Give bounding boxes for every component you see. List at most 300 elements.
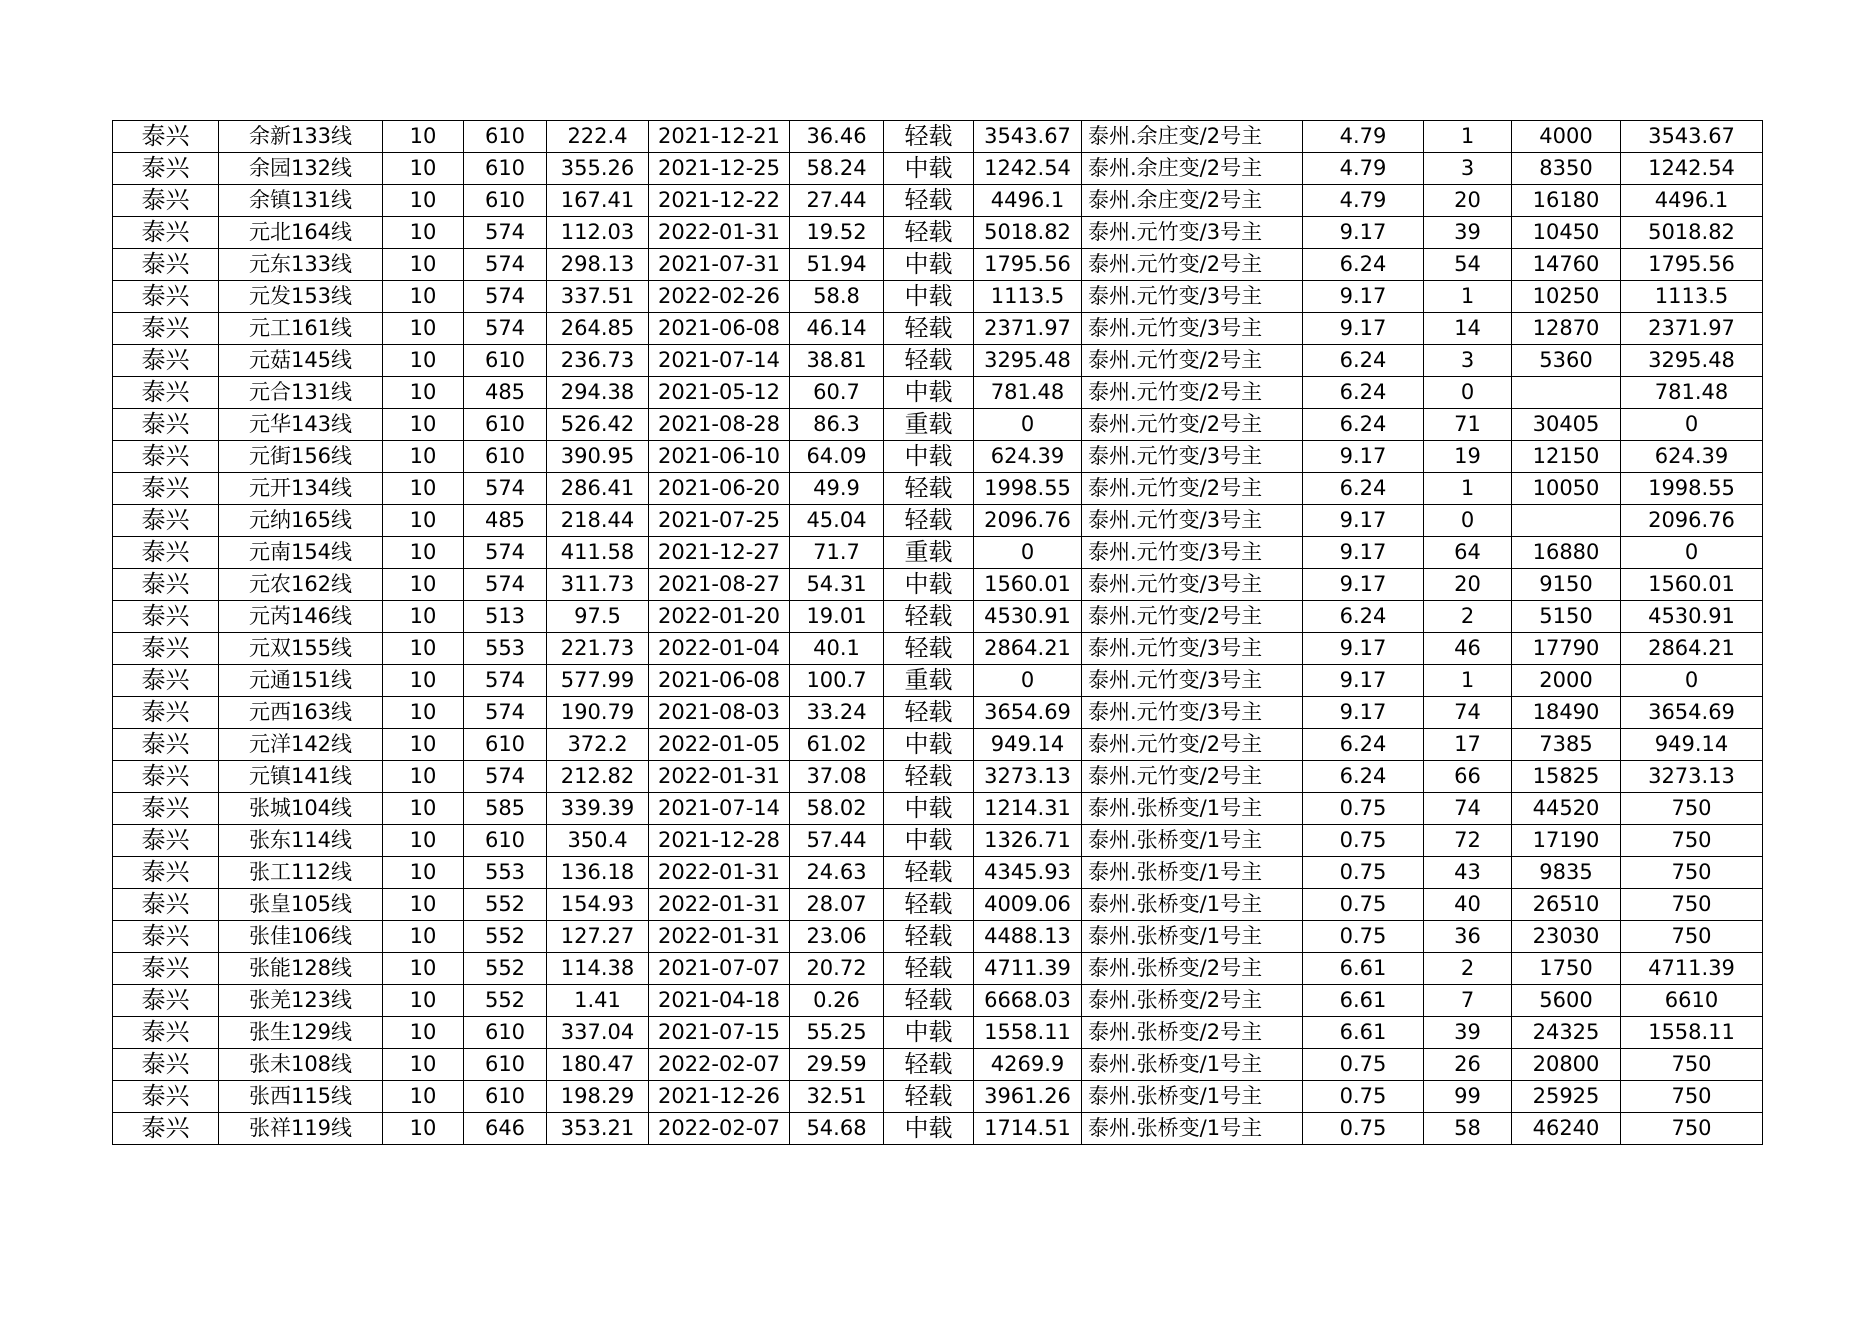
line-name-cell: 元西163线 bbox=[219, 697, 383, 729]
transformer-margin-cell: 4.79 bbox=[1303, 153, 1424, 185]
substation-transformer-cell: 泰州.元竹变/3号主 bbox=[1082, 569, 1303, 601]
transformer-margin-cell: 6.24 bbox=[1303, 377, 1424, 409]
peak-date-cell: 2022-01-31 bbox=[649, 217, 790, 249]
connected-capacity-cell: 8350 bbox=[1512, 153, 1621, 185]
user-count-cell: 1 bbox=[1424, 281, 1512, 313]
transformer-margin-cell: 6.24 bbox=[1303, 601, 1424, 633]
peak-current-cell: 286.41 bbox=[547, 473, 649, 505]
user-count-cell: 0 bbox=[1424, 505, 1512, 537]
peak-date-cell: 2021-07-31 bbox=[649, 249, 790, 281]
peak-current-cell: 311.73 bbox=[547, 569, 649, 601]
substation-transformer-cell: 泰州.余庄变/2号主 bbox=[1082, 185, 1303, 217]
transformer-margin-cell: 6.24 bbox=[1303, 409, 1424, 441]
line-name-cell: 元街156线 bbox=[219, 441, 383, 473]
load-level-cell: 中载 bbox=[884, 569, 974, 601]
transformer-margin-cell: 0.75 bbox=[1303, 1113, 1424, 1145]
load-level-cell: 轻载 bbox=[884, 1081, 974, 1113]
load-level-cell: 轻载 bbox=[884, 313, 974, 345]
result-capacity-cell: 1560.01 bbox=[1621, 569, 1763, 601]
load-rate-cell: 32.51 bbox=[790, 1081, 884, 1113]
line-name-cell: 元通151线 bbox=[219, 665, 383, 697]
peak-current-cell: 411.58 bbox=[547, 537, 649, 569]
available-capacity-cell: 2096.76 bbox=[974, 505, 1082, 537]
available-capacity-cell: 1242.54 bbox=[974, 153, 1082, 185]
user-count-cell: 39 bbox=[1424, 217, 1512, 249]
capacity-cell: 646 bbox=[464, 1113, 547, 1145]
substation-transformer-cell: 泰州.元竹变/2号主 bbox=[1082, 729, 1303, 761]
peak-date-cell: 2021-07-07 bbox=[649, 953, 790, 985]
city-cell: 泰兴 bbox=[113, 889, 219, 921]
load-level-cell: 轻载 bbox=[884, 505, 974, 537]
load-level-cell: 轻载 bbox=[884, 857, 974, 889]
city-cell: 泰兴 bbox=[113, 569, 219, 601]
substation-transformer-cell: 泰州.元竹变/3号主 bbox=[1082, 537, 1303, 569]
transformer-margin-cell: 6.61 bbox=[1303, 985, 1424, 1017]
peak-current-cell: 167.41 bbox=[547, 185, 649, 217]
load-level-cell: 轻载 bbox=[884, 985, 974, 1017]
peak-current-cell: 339.39 bbox=[547, 793, 649, 825]
available-capacity-cell: 4269.9 bbox=[974, 1049, 1082, 1081]
load-rate-cell: 54.31 bbox=[790, 569, 884, 601]
user-count-cell: 74 bbox=[1424, 793, 1512, 825]
voltage-cell: 10 bbox=[383, 633, 464, 665]
peak-current-cell: 212.82 bbox=[547, 761, 649, 793]
available-capacity-cell: 4711.39 bbox=[974, 953, 1082, 985]
result-capacity-cell: 750 bbox=[1621, 1081, 1763, 1113]
voltage-cell: 10 bbox=[383, 985, 464, 1017]
capacity-cell: 574 bbox=[464, 569, 547, 601]
load-level-cell: 中载 bbox=[884, 441, 974, 473]
table-row bbox=[113, 377, 1763, 409]
user-count-cell: 66 bbox=[1424, 761, 1512, 793]
voltage-cell: 10 bbox=[383, 121, 464, 153]
connected-capacity-cell: 5360 bbox=[1512, 345, 1621, 377]
available-capacity-cell: 3654.69 bbox=[974, 697, 1082, 729]
capacity-cell: 574 bbox=[464, 537, 547, 569]
city-cell: 泰兴 bbox=[113, 1113, 219, 1145]
line-name-cell: 元合131线 bbox=[219, 377, 383, 409]
city-cell: 泰兴 bbox=[113, 665, 219, 697]
peak-date-cell: 2022-01-05 bbox=[649, 729, 790, 761]
data-table-container bbox=[112, 120, 1763, 1145]
peak-date-cell: 2021-07-14 bbox=[649, 345, 790, 377]
voltage-cell: 10 bbox=[383, 185, 464, 217]
peak-current-cell: 353.21 bbox=[547, 1113, 649, 1145]
transformer-margin-cell: 9.17 bbox=[1303, 441, 1424, 473]
available-capacity-cell: 5018.82 bbox=[974, 217, 1082, 249]
peak-date-cell: 2021-12-27 bbox=[649, 537, 790, 569]
peak-current-cell: 264.85 bbox=[547, 313, 649, 345]
city-cell: 泰兴 bbox=[113, 921, 219, 953]
line-name-cell: 元东133线 bbox=[219, 249, 383, 281]
voltage-cell: 10 bbox=[383, 281, 464, 313]
load-level-cell: 轻载 bbox=[884, 921, 974, 953]
substation-transformer-cell: 泰州.元竹变/3号主 bbox=[1082, 281, 1303, 313]
user-count-cell: 39 bbox=[1424, 1017, 1512, 1049]
substation-transformer-cell: 泰州.元竹变/2号主 bbox=[1082, 473, 1303, 505]
line-name-cell: 元镇141线 bbox=[219, 761, 383, 793]
user-count-cell: 1 bbox=[1424, 473, 1512, 505]
transformer-margin-cell: 9.17 bbox=[1303, 665, 1424, 697]
substation-transformer-cell: 泰州.张桥变/1号主 bbox=[1082, 921, 1303, 953]
line-name-cell: 元工161线 bbox=[219, 313, 383, 345]
user-count-cell: 2 bbox=[1424, 953, 1512, 985]
load-level-cell: 轻载 bbox=[884, 761, 974, 793]
line-name-cell: 元华143线 bbox=[219, 409, 383, 441]
user-count-cell: 0 bbox=[1424, 377, 1512, 409]
line-name-cell: 张能128线 bbox=[219, 953, 383, 985]
voltage-cell: 10 bbox=[383, 1081, 464, 1113]
table-row bbox=[113, 633, 1763, 665]
user-count-cell: 1 bbox=[1424, 665, 1512, 697]
city-cell: 泰兴 bbox=[113, 441, 219, 473]
user-count-cell: 46 bbox=[1424, 633, 1512, 665]
transformer-margin-cell: 6.24 bbox=[1303, 249, 1424, 281]
result-capacity-cell: 1558.11 bbox=[1621, 1017, 1763, 1049]
voltage-cell: 10 bbox=[383, 217, 464, 249]
substation-transformer-cell: 泰州.元竹变/2号主 bbox=[1082, 345, 1303, 377]
table-row bbox=[113, 121, 1763, 153]
result-capacity-cell: 0 bbox=[1621, 409, 1763, 441]
city-cell: 泰兴 bbox=[113, 121, 219, 153]
substation-transformer-cell: 泰州.张桥变/1号主 bbox=[1082, 1081, 1303, 1113]
peak-current-cell: 526.42 bbox=[547, 409, 649, 441]
user-count-cell: 2 bbox=[1424, 601, 1512, 633]
substation-transformer-cell: 泰州.元竹变/2号主 bbox=[1082, 761, 1303, 793]
available-capacity-cell: 2371.97 bbox=[974, 313, 1082, 345]
capacity-cell: 553 bbox=[464, 633, 547, 665]
peak-current-cell: 218.44 bbox=[547, 505, 649, 537]
transformer-margin-cell: 0.75 bbox=[1303, 921, 1424, 953]
city-cell: 泰兴 bbox=[113, 281, 219, 313]
load-level-cell: 轻载 bbox=[884, 1049, 974, 1081]
line-name-cell: 张工112线 bbox=[219, 857, 383, 889]
available-capacity-cell: 781.48 bbox=[974, 377, 1082, 409]
load-rate-cell: 46.14 bbox=[790, 313, 884, 345]
capacity-cell: 485 bbox=[464, 505, 547, 537]
user-count-cell: 36 bbox=[1424, 921, 1512, 953]
transformer-margin-cell: 9.17 bbox=[1303, 569, 1424, 601]
peak-date-cell: 2021-12-21 bbox=[649, 121, 790, 153]
transformer-margin-cell: 9.17 bbox=[1303, 697, 1424, 729]
voltage-cell: 10 bbox=[383, 537, 464, 569]
capacity-cell: 574 bbox=[464, 249, 547, 281]
load-level-cell: 轻载 bbox=[884, 185, 974, 217]
available-capacity-cell: 2864.21 bbox=[974, 633, 1082, 665]
load-rate-cell: 0.26 bbox=[790, 985, 884, 1017]
load-rate-cell: 57.44 bbox=[790, 825, 884, 857]
capacity-cell: 574 bbox=[464, 665, 547, 697]
capacity-cell: 552 bbox=[464, 921, 547, 953]
load-level-cell: 中载 bbox=[884, 1113, 974, 1145]
city-cell: 泰兴 bbox=[113, 185, 219, 217]
connected-capacity-cell bbox=[1512, 377, 1621, 409]
available-capacity-cell: 0 bbox=[974, 665, 1082, 697]
load-rate-cell: 54.68 bbox=[790, 1113, 884, 1145]
city-cell: 泰兴 bbox=[113, 601, 219, 633]
result-capacity-cell: 750 bbox=[1621, 825, 1763, 857]
connected-capacity-cell: 25925 bbox=[1512, 1081, 1621, 1113]
voltage-cell: 10 bbox=[383, 377, 464, 409]
transformer-margin-cell: 6.24 bbox=[1303, 761, 1424, 793]
peak-current-cell: 221.73 bbox=[547, 633, 649, 665]
peak-date-cell: 2021-12-28 bbox=[649, 825, 790, 857]
city-cell: 泰兴 bbox=[113, 377, 219, 409]
city-cell: 泰兴 bbox=[113, 985, 219, 1017]
connected-capacity-cell: 46240 bbox=[1512, 1113, 1621, 1145]
capacity-cell: 585 bbox=[464, 793, 547, 825]
load-level-cell: 中载 bbox=[884, 1017, 974, 1049]
voltage-cell: 10 bbox=[383, 697, 464, 729]
connected-capacity-cell: 12870 bbox=[1512, 313, 1621, 345]
transformer-margin-cell: 9.17 bbox=[1303, 281, 1424, 313]
load-level-cell: 轻载 bbox=[884, 473, 974, 505]
substation-transformer-cell: 泰州.元竹变/3号主 bbox=[1082, 697, 1303, 729]
substation-transformer-cell: 泰州.元竹变/2号主 bbox=[1082, 377, 1303, 409]
load-rate-cell: 86.3 bbox=[790, 409, 884, 441]
capacity-cell: 610 bbox=[464, 1017, 547, 1049]
line-name-cell: 元芮146线 bbox=[219, 601, 383, 633]
result-capacity-cell: 781.48 bbox=[1621, 377, 1763, 409]
voltage-cell: 10 bbox=[383, 345, 464, 377]
connected-capacity-cell: 16880 bbox=[1512, 537, 1621, 569]
voltage-cell: 10 bbox=[383, 249, 464, 281]
city-cell: 泰兴 bbox=[113, 505, 219, 537]
voltage-cell: 10 bbox=[383, 153, 464, 185]
voltage-cell: 10 bbox=[383, 729, 464, 761]
transformer-margin-cell: 0.75 bbox=[1303, 825, 1424, 857]
result-capacity-cell: 1242.54 bbox=[1621, 153, 1763, 185]
load-rate-cell: 55.25 bbox=[790, 1017, 884, 1049]
table-row bbox=[113, 825, 1763, 857]
user-count-cell: 3 bbox=[1424, 153, 1512, 185]
user-count-cell: 72 bbox=[1424, 825, 1512, 857]
voltage-cell: 10 bbox=[383, 889, 464, 921]
peak-current-cell: 180.47 bbox=[547, 1049, 649, 1081]
city-cell: 泰兴 bbox=[113, 825, 219, 857]
substation-transformer-cell: 泰州.元竹变/3号主 bbox=[1082, 313, 1303, 345]
user-count-cell: 54 bbox=[1424, 249, 1512, 281]
load-level-cell: 中载 bbox=[884, 729, 974, 761]
connected-capacity-cell: 18490 bbox=[1512, 697, 1621, 729]
substation-transformer-cell: 泰州.张桥变/1号主 bbox=[1082, 793, 1303, 825]
load-rate-cell: 64.09 bbox=[790, 441, 884, 473]
user-count-cell: 17 bbox=[1424, 729, 1512, 761]
line-name-cell: 张东114线 bbox=[219, 825, 383, 857]
substation-transformer-cell: 泰州.元竹变/2号主 bbox=[1082, 249, 1303, 281]
voltage-cell: 10 bbox=[383, 1113, 464, 1145]
city-cell: 泰兴 bbox=[113, 1049, 219, 1081]
result-capacity-cell: 949.14 bbox=[1621, 729, 1763, 761]
peak-date-cell: 2021-05-12 bbox=[649, 377, 790, 409]
available-capacity-cell: 1998.55 bbox=[974, 473, 1082, 505]
peak-date-cell: 2022-01-31 bbox=[649, 761, 790, 793]
voltage-cell: 10 bbox=[383, 953, 464, 985]
city-cell: 泰兴 bbox=[113, 345, 219, 377]
load-level-cell: 轻载 bbox=[884, 889, 974, 921]
result-capacity-cell: 750 bbox=[1621, 793, 1763, 825]
capacity-cell: 610 bbox=[464, 825, 547, 857]
available-capacity-cell: 949.14 bbox=[974, 729, 1082, 761]
load-level-cell: 轻载 bbox=[884, 217, 974, 249]
city-cell: 泰兴 bbox=[113, 857, 219, 889]
result-capacity-cell: 750 bbox=[1621, 1113, 1763, 1145]
voltage-cell: 10 bbox=[383, 1017, 464, 1049]
load-level-cell: 中载 bbox=[884, 793, 974, 825]
voltage-cell: 10 bbox=[383, 825, 464, 857]
table-body bbox=[113, 121, 1763, 1145]
load-rate-cell: 40.1 bbox=[790, 633, 884, 665]
line-name-cell: 余新133线 bbox=[219, 121, 383, 153]
available-capacity-cell: 1558.11 bbox=[974, 1017, 1082, 1049]
line-name-cell: 张城104线 bbox=[219, 793, 383, 825]
city-cell: 泰兴 bbox=[113, 761, 219, 793]
table-row bbox=[113, 985, 1763, 1017]
voltage-cell: 10 bbox=[383, 857, 464, 889]
voltage-cell: 10 bbox=[383, 409, 464, 441]
table-row bbox=[113, 313, 1763, 345]
substation-transformer-cell: 泰州.张桥变/1号主 bbox=[1082, 825, 1303, 857]
line-name-cell: 元开134线 bbox=[219, 473, 383, 505]
result-capacity-cell: 4496.1 bbox=[1621, 185, 1763, 217]
connected-capacity-cell: 26510 bbox=[1512, 889, 1621, 921]
transformer-margin-cell: 6.61 bbox=[1303, 1017, 1424, 1049]
load-level-cell: 中载 bbox=[884, 249, 974, 281]
line-name-cell: 元双155线 bbox=[219, 633, 383, 665]
transformer-margin-cell: 0.75 bbox=[1303, 1081, 1424, 1113]
table-row bbox=[113, 569, 1763, 601]
user-count-cell: 3 bbox=[1424, 345, 1512, 377]
voltage-cell: 10 bbox=[383, 761, 464, 793]
table-row bbox=[113, 473, 1763, 505]
connected-capacity-cell: 17190 bbox=[1512, 825, 1621, 857]
load-rate-cell: 100.7 bbox=[790, 665, 884, 697]
substation-transformer-cell: 泰州.张桥变/2号主 bbox=[1082, 985, 1303, 1017]
user-count-cell: 99 bbox=[1424, 1081, 1512, 1113]
transformer-margin-cell: 9.17 bbox=[1303, 505, 1424, 537]
table-row bbox=[113, 537, 1763, 569]
available-capacity-cell: 4345.93 bbox=[974, 857, 1082, 889]
peak-date-cell: 2021-12-22 bbox=[649, 185, 790, 217]
load-rate-cell: 33.24 bbox=[790, 697, 884, 729]
peak-current-cell: 337.04 bbox=[547, 1017, 649, 1049]
peak-date-cell: 2021-04-18 bbox=[649, 985, 790, 1017]
load-level-cell: 轻载 bbox=[884, 953, 974, 985]
capacity-cell: 610 bbox=[464, 729, 547, 761]
available-capacity-cell: 1714.51 bbox=[974, 1113, 1082, 1145]
peak-date-cell: 2021-06-08 bbox=[649, 313, 790, 345]
load-rate-cell: 28.07 bbox=[790, 889, 884, 921]
capacity-cell: 574 bbox=[464, 313, 547, 345]
substation-transformer-cell: 泰州.元竹变/3号主 bbox=[1082, 505, 1303, 537]
peak-date-cell: 2022-01-20 bbox=[649, 601, 790, 633]
load-rate-cell: 58.02 bbox=[790, 793, 884, 825]
city-cell: 泰兴 bbox=[113, 697, 219, 729]
substation-transformer-cell: 泰州.张桥变/1号主 bbox=[1082, 1049, 1303, 1081]
voltage-cell: 10 bbox=[383, 1049, 464, 1081]
capacity-cell: 610 bbox=[464, 441, 547, 473]
load-level-cell: 重载 bbox=[884, 537, 974, 569]
connected-capacity-cell: 4000 bbox=[1512, 121, 1621, 153]
load-rate-cell: 19.01 bbox=[790, 601, 884, 633]
table-row bbox=[113, 217, 1763, 249]
capacity-cell: 574 bbox=[464, 697, 547, 729]
line-name-cell: 元北164线 bbox=[219, 217, 383, 249]
peak-date-cell: 2022-02-26 bbox=[649, 281, 790, 313]
substation-transformer-cell: 泰州.元竹变/3号主 bbox=[1082, 441, 1303, 473]
result-capacity-cell: 3543.67 bbox=[1621, 121, 1763, 153]
result-capacity-cell: 1998.55 bbox=[1621, 473, 1763, 505]
peak-date-cell: 2021-07-25 bbox=[649, 505, 790, 537]
load-rate-cell: 38.81 bbox=[790, 345, 884, 377]
result-capacity-cell: 750 bbox=[1621, 857, 1763, 889]
table-row bbox=[113, 185, 1763, 217]
peak-date-cell: 2022-02-07 bbox=[649, 1113, 790, 1145]
line-name-cell: 余镇131线 bbox=[219, 185, 383, 217]
peak-current-cell: 236.73 bbox=[547, 345, 649, 377]
peak-date-cell: 2021-06-10 bbox=[649, 441, 790, 473]
substation-transformer-cell: 泰州.元竹变/3号主 bbox=[1082, 633, 1303, 665]
peak-current-cell: 577.99 bbox=[547, 665, 649, 697]
load-level-cell: 轻载 bbox=[884, 345, 974, 377]
load-rate-cell: 37.08 bbox=[790, 761, 884, 793]
user-count-cell: 71 bbox=[1424, 409, 1512, 441]
substation-transformer-cell: 泰州.元竹变/3号主 bbox=[1082, 217, 1303, 249]
capacity-cell: 610 bbox=[464, 185, 547, 217]
load-level-cell: 中载 bbox=[884, 825, 974, 857]
load-rate-cell: 29.59 bbox=[790, 1049, 884, 1081]
capacity-cell: 552 bbox=[464, 889, 547, 921]
line-name-cell: 元菇145线 bbox=[219, 345, 383, 377]
load-level-cell: 轻载 bbox=[884, 121, 974, 153]
city-cell: 泰兴 bbox=[113, 633, 219, 665]
voltage-cell: 10 bbox=[383, 921, 464, 953]
connected-capacity-cell: 1750 bbox=[1512, 953, 1621, 985]
connected-capacity-cell: 14760 bbox=[1512, 249, 1621, 281]
peak-date-cell: 2021-06-20 bbox=[649, 473, 790, 505]
available-capacity-cell: 3273.13 bbox=[974, 761, 1082, 793]
transformer-margin-cell: 0.75 bbox=[1303, 857, 1424, 889]
line-name-cell: 张西115线 bbox=[219, 1081, 383, 1113]
result-capacity-cell: 2096.76 bbox=[1621, 505, 1763, 537]
voltage-cell: 10 bbox=[383, 473, 464, 505]
load-rate-cell: 58.24 bbox=[790, 153, 884, 185]
transformer-margin-cell: 9.17 bbox=[1303, 217, 1424, 249]
city-cell: 泰兴 bbox=[113, 1081, 219, 1113]
load-rate-cell: 20.72 bbox=[790, 953, 884, 985]
table-row bbox=[113, 793, 1763, 825]
connected-capacity-cell: 20800 bbox=[1512, 1049, 1621, 1081]
transformer-margin-cell: 0.75 bbox=[1303, 793, 1424, 825]
load-rate-cell: 45.04 bbox=[790, 505, 884, 537]
result-capacity-cell: 6610 bbox=[1621, 985, 1763, 1017]
connected-capacity-cell: 16180 bbox=[1512, 185, 1621, 217]
connected-capacity-cell: 10250 bbox=[1512, 281, 1621, 313]
table-row bbox=[113, 665, 1763, 697]
connected-capacity-cell: 10450 bbox=[1512, 217, 1621, 249]
load-level-cell: 重载 bbox=[884, 409, 974, 441]
substation-transformer-cell: 泰州.张桥变/1号主 bbox=[1082, 889, 1303, 921]
city-cell: 泰兴 bbox=[113, 473, 219, 505]
available-capacity-cell: 3543.67 bbox=[974, 121, 1082, 153]
table-row bbox=[113, 1049, 1763, 1081]
peak-current-cell: 1.41 bbox=[547, 985, 649, 1017]
peak-current-cell: 198.29 bbox=[547, 1081, 649, 1113]
connected-capacity-cell bbox=[1512, 505, 1621, 537]
result-capacity-cell: 624.39 bbox=[1621, 441, 1763, 473]
capacity-cell: 513 bbox=[464, 601, 547, 633]
table-row bbox=[113, 1081, 1763, 1113]
